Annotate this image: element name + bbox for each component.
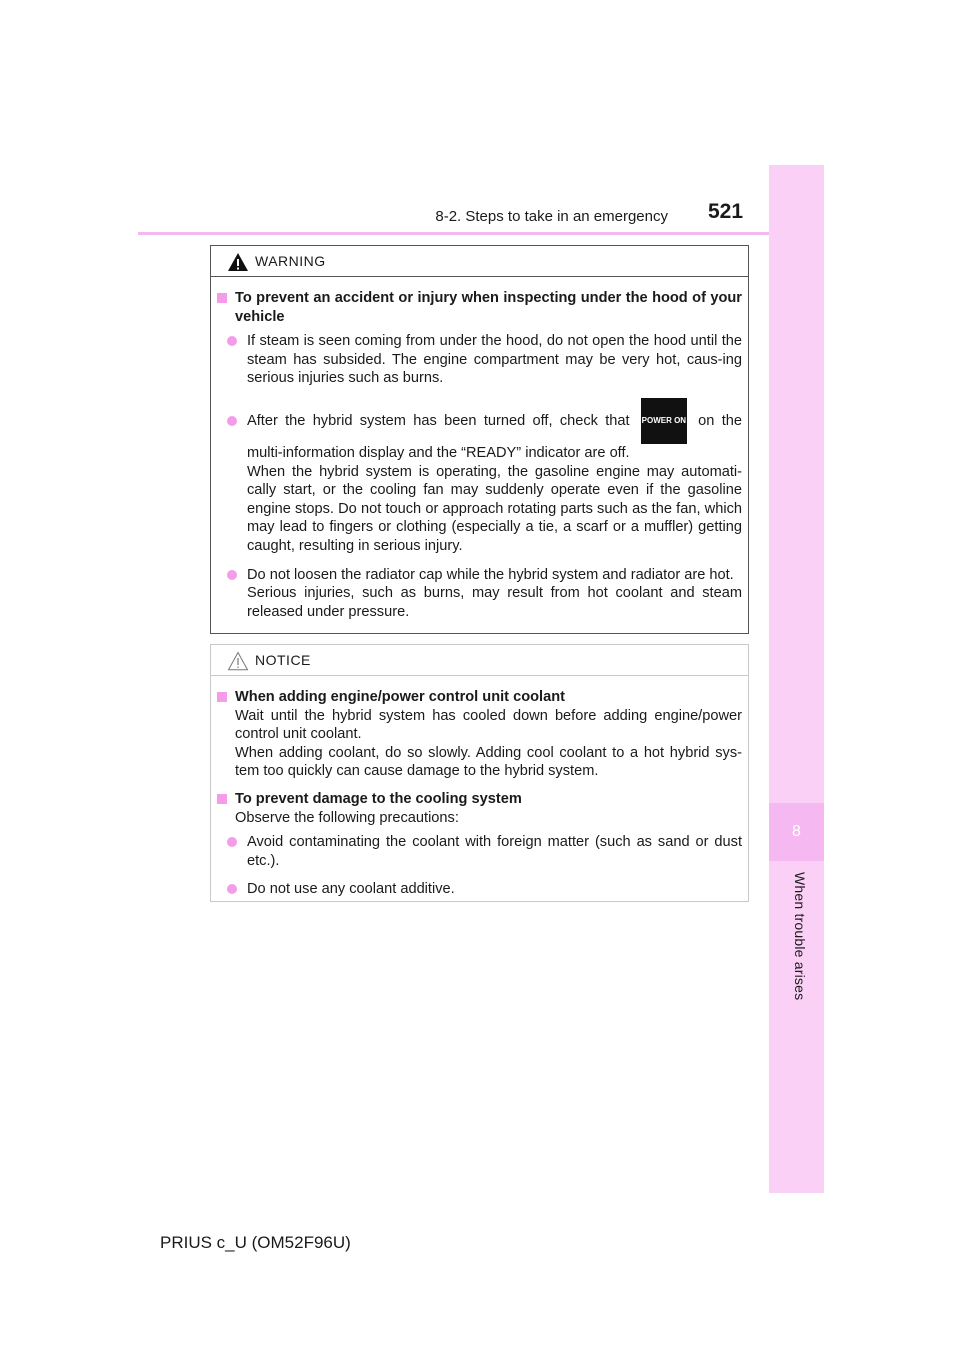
warning-bullet-3-lead: Do not loosen the radiator cap while the hybrid system and radiator are hot. [247, 566, 734, 583]
warning-bullet-1-text: If steam is seen coming from under the hood, do not open the hood until the steam has subsided. The engine compartment may be very hot, caus-ing serious injuries such as burns. [247, 333, 742, 387]
warning-bullet-3 [217, 566, 742, 622]
page-number: 521 [708, 200, 744, 223]
warning-bullet-1 [217, 332, 742, 388]
warning-bullet-3-text [241, 566, 742, 622]
square-bullet-icon [217, 688, 229, 781]
warning-bullet-2-para: When the hybrid system is operating, the gasoline engine may automati-cally start, or the cooling fan may suddenly operate even if the gasoline engine stops. Do not touch or approach rotating parts such as the fan, which may lead to fingers or clothing (especially a tie, a scarf or a muffler) getting caught, resulting in serious injury. [247, 463, 742, 554]
power-on-indicator-icon: POWER ON [641, 398, 687, 444]
notice-section-1-heading: When adding engine/power control unit coolant [235, 689, 565, 705]
warning-bullet-2-lead: After the hybrid system has been turned off, check that [247, 412, 630, 429]
warning-box [210, 245, 749, 634]
notice-section-1-para-2: When adding coolant, do so slowly. Adding cool coolant to a hot hybrid sys-tem too quickly can cause damage to the hybrid system. [235, 744, 742, 780]
warning-label: WARNING [255, 253, 326, 269]
warning-heading-row [217, 289, 742, 326]
notice-bullet-1 [217, 833, 742, 870]
warning-bullet-2 [217, 398, 742, 556]
notice-bullet-1-text: Avoid contaminating the coolant with foreign matter (such as sand or dust etc.). [247, 834, 742, 869]
notice-section-2-intro: Observe the following precautions: [235, 809, 459, 826]
warning-bullet-3-para: Serious injuries, such as burns, may result from hot coolant and steam released under pressure. [247, 585, 742, 620]
square-bullet-icon [217, 790, 229, 827]
notice-section-1-text [229, 688, 742, 781]
round-bullet-icon [217, 833, 241, 870]
footer-model: PRIUS c_U (OM52F96U) [160, 1233, 351, 1252]
notice-section-2-text [229, 790, 742, 827]
section-title: 8-2. Steps to take in an emergency [435, 208, 668, 225]
notice-section-2-heading: To prevent damage to the cooling system [235, 790, 522, 807]
caution-triangle-icon [227, 651, 249, 671]
notice-section-2 [217, 790, 742, 827]
notice-box [210, 644, 749, 902]
notice-bullet-2-text: Do not use any coolant additive. [247, 881, 455, 898]
notice-section-1 [217, 688, 742, 781]
round-bullet-icon [217, 880, 241, 899]
warning-heading: To prevent an accident or injury when inspecting under the hood of your vehicle [235, 290, 742, 325]
warning-header [211, 246, 748, 277]
side-tab [769, 165, 824, 1193]
chapter-number: 8 [769, 803, 824, 861]
header-rule [138, 232, 824, 235]
square-bullet-icon [217, 289, 229, 326]
notice-section-1-para-1: Wait until the hybrid system has cooled down before adding engine/power control unit coolant. [235, 707, 742, 743]
notice-header [211, 645, 748, 676]
warning-triangle-icon [227, 252, 249, 272]
round-bullet-icon [217, 566, 241, 622]
chapter-label: When trouble arises [792, 872, 808, 1001]
round-bullet-icon [217, 398, 241, 556]
warning-body [211, 277, 748, 631]
notice-body [211, 676, 748, 909]
notice-label: NOTICE [255, 652, 311, 668]
round-bullet-icon [217, 332, 241, 388]
warning-bullet-2-tail: on the multi-information display and the “READY” indicator are off. [247, 412, 742, 461]
warning-bullet-2-text [241, 398, 742, 556]
notice-bullet-2 [217, 880, 742, 899]
